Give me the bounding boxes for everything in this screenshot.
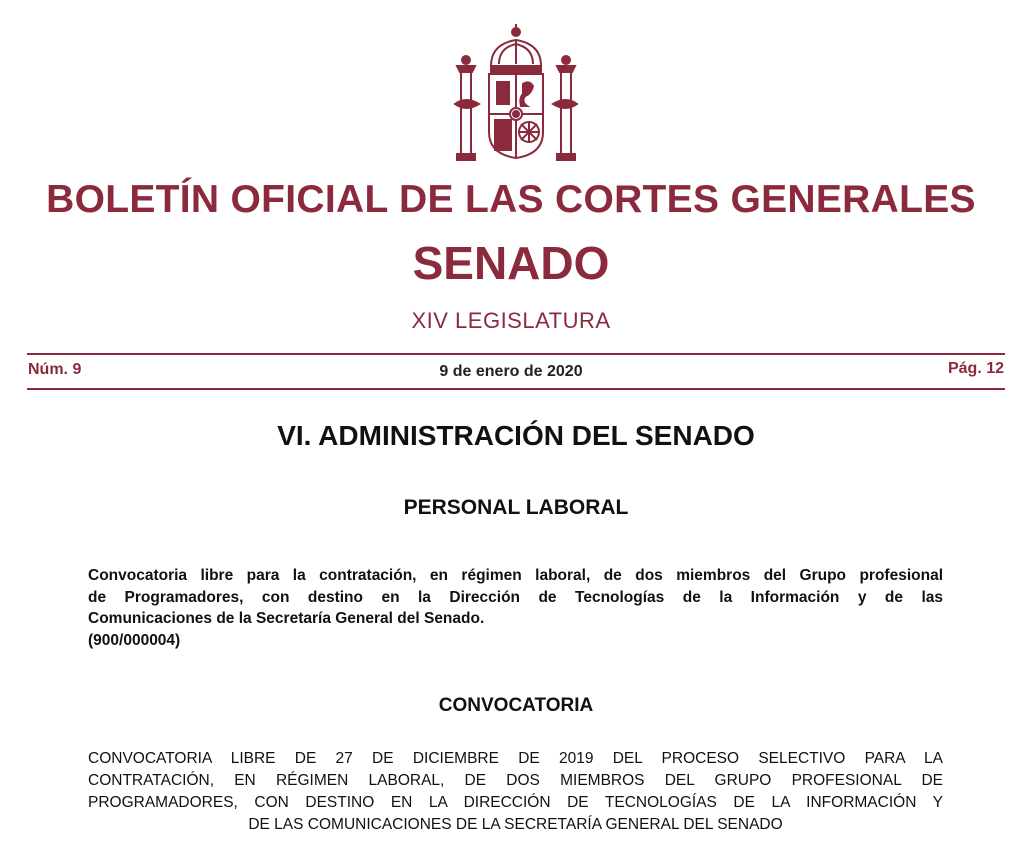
call-title-line: CONVOCATORIA LIBRE DE 27 DE DICIEMBRE DE 2019 DEL PROCESO SELECTIVO PARA LA [88,750,943,767]
reference-code: (900/000004) [88,631,181,649]
coat-of-arms-icon [451,22,581,162]
call-heading: CONVOCATORIA [438,695,594,716]
issue-number: Núm. 9 [28,361,82,378]
call-title-line: PROGRAMADORES, CON DESTINO EN LA DIRECCIÓN DE TECNOLOGÍAS DE LA INFORMACIÓN Y [88,794,943,811]
page-number: Pág. 12 [947,360,1004,377]
chamber-title: SENADO [412,237,610,289]
bulletin-title: BOLETÍN OFICIAL DE LAS CORTES GENERALES [46,178,976,221]
subsection-title: PERSONAL LABORAL [403,496,629,519]
legislature-label: XIV LEGISLATURA [411,308,611,333]
summary-line: Convocatoria libre para la contratación, en régimen laboral, de dos miembros del Grupo profesional [88,567,943,584]
announcement-summary [88,565,943,651]
issue-date: 9 de enero de 2020 [439,363,583,380]
call-title-line: CONTRATACIÓN, EN RÉGIMEN LABORAL, DE DOS MIEMBROS DEL GRUPO PROFESIONAL DE [88,772,943,789]
summary-line: Comunicaciones de la Secretaría General del Senado. [88,610,485,627]
summary-line: de Programadores, con destino en la Dirección de Tecnologías de la Información y de las [88,588,943,606]
header-rule-top [27,353,1005,355]
call-title-line: DE LAS COMUNICACIONES DE LA SECRETARÍA GENERAL DEL SENADO [248,816,783,833]
section-title: VI. ADMINISTRACIÓN DEL SENADO [277,420,755,451]
call-title [88,748,943,836]
header-rule-bottom [27,388,1005,390]
